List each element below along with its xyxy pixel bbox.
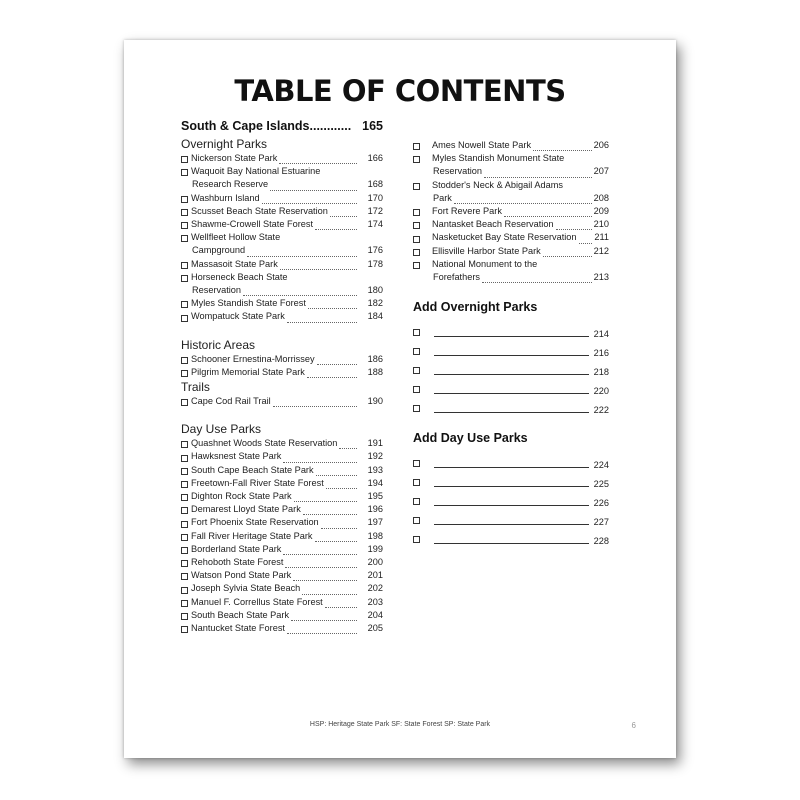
toc-entry-page: 212 (593, 245, 609, 256)
blank-entry (413, 320, 609, 339)
dot-leader (339, 437, 357, 449)
toc-entry (413, 152, 609, 178)
blank-entry-page: 225 (593, 479, 609, 490)
toc-entry-name-continued: Reservation (433, 166, 483, 177)
toc-entry-row (181, 271, 383, 284)
dot-leader (287, 311, 357, 323)
toc-entry-page: 206 (593, 140, 609, 150)
toc-entry (181, 395, 383, 408)
checkbox-icon[interactable] (181, 196, 188, 203)
toc-entry-page: 197 (367, 517, 383, 528)
toc-entry-name: South Cape Beach State Park (191, 464, 314, 475)
checkbox-icon[interactable] (413, 460, 420, 467)
blank-entry-page: 226 (593, 498, 609, 509)
dot-leader (308, 297, 357, 309)
toc-entry-row (181, 297, 383, 310)
checkbox-icon[interactable] (181, 481, 188, 488)
toc-entry-row (413, 165, 609, 178)
toc-entry-page: 208 (593, 192, 609, 203)
checkbox-icon[interactable] (181, 399, 188, 406)
toc-entry-name: Cape Cod Rail Trail (191, 396, 271, 407)
toc-entry-row (181, 152, 383, 165)
checkbox-icon[interactable] (413, 222, 420, 229)
blank-entry (413, 396, 609, 415)
blank-line[interactable] (434, 543, 589, 544)
toc-entry-name-continued: Forefathers (433, 272, 480, 283)
dayuse-heading: Day Use Parks (181, 422, 262, 437)
toc-entry-row (181, 231, 383, 244)
toc-entry-page: 166 (367, 153, 383, 163)
toc-entry-name: Demarest Lloyd State Park (191, 504, 301, 515)
blank-entry-page: 220 (593, 386, 609, 397)
checkbox-icon[interactable] (413, 498, 420, 505)
toc-entry (413, 139, 609, 152)
dot-leader (280, 258, 357, 270)
toc-entry-page: 174 (367, 219, 383, 230)
toc-entry-name: Borderland State Park (191, 543, 282, 554)
toc-entry-row (181, 503, 383, 516)
dot-leader (315, 530, 357, 542)
blank-line[interactable] (434, 412, 589, 413)
toc-entry-row (413, 231, 609, 244)
blank-entry-page: 224 (593, 460, 609, 471)
checkbox-icon[interactable] (413, 348, 420, 355)
blank-entry-page: 228 (593, 536, 609, 547)
toc-entry (181, 530, 383, 543)
dot-leader (317, 353, 357, 365)
toc-entry-row (181, 490, 383, 503)
dot-leader (543, 245, 592, 257)
toc-entry-page: 168 (367, 179, 383, 190)
toc-entry (181, 490, 383, 503)
dot-leader (326, 477, 357, 489)
toc-entry-page: 200 (367, 557, 383, 568)
toc-entry (181, 437, 383, 450)
toc-entry (181, 165, 383, 191)
toc-entry (413, 179, 609, 205)
toc-entry-row (181, 556, 383, 569)
historic-list (181, 353, 383, 379)
region-heading (181, 119, 383, 136)
toc-entry-row (181, 244, 383, 257)
toc-entry-row (181, 192, 383, 205)
toc-entry (181, 556, 383, 569)
toc-entry-page: 202 (367, 583, 383, 594)
toc-entry (181, 152, 383, 165)
blank-entry-page: 218 (593, 367, 609, 378)
toc-entry (413, 231, 609, 244)
toc-entry (181, 464, 383, 477)
toc-entry-name: Ames Nowell State Park (432, 140, 532, 150)
dot-leader (262, 192, 357, 204)
toc-entry-row (413, 152, 609, 165)
dot-leader (533, 139, 592, 151)
checkbox-icon[interactable] (181, 521, 188, 528)
toc-entry (181, 192, 383, 205)
dot-leader (325, 596, 357, 608)
region-leader: ............ (309, 119, 352, 133)
dot-leader (273, 395, 357, 407)
page-title: TABLE OF CONTENTS (234, 74, 566, 108)
blank-line[interactable] (434, 355, 589, 356)
checkbox-icon[interactable] (181, 534, 188, 541)
dot-leader (330, 205, 357, 217)
toc-entry-row (413, 271, 609, 284)
toc-entry-page: 178 (367, 258, 383, 269)
toc-entry-name: Horseneck Beach State (191, 271, 288, 282)
toc-entry-name: Dighton Rock State Park (191, 491, 292, 502)
checkbox-icon[interactable] (181, 262, 188, 269)
toc-entry-row (181, 165, 383, 178)
checkbox-icon[interactable] (181, 222, 188, 229)
dot-leader (556, 218, 592, 230)
checkbox-icon[interactable] (181, 613, 188, 620)
checkbox-icon[interactable] (181, 600, 188, 607)
toc-entry-row (181, 569, 383, 582)
blank-entry-page: 222 (593, 405, 609, 416)
checkbox-icon[interactable] (181, 357, 188, 364)
toc-entry-name: Nantasket Beach Reservation (432, 219, 554, 230)
toc-entry-name: Myles Standish Monument State (432, 153, 565, 164)
checkbox-icon[interactable] (181, 209, 188, 216)
blank-entry-page: 227 (593, 517, 609, 528)
blank-line[interactable] (434, 467, 589, 468)
overnight-list (181, 152, 383, 324)
checkbox-icon[interactable] (413, 262, 420, 269)
checkbox-icon[interactable] (181, 626, 188, 633)
checkbox-icon[interactable] (413, 405, 420, 412)
abbreviation-footer: HSP: Heritage State Park SF: State Forest SP: State Park (309, 721, 491, 728)
toc-entry (181, 569, 383, 582)
blank-line[interactable] (434, 505, 589, 506)
checkbox-icon[interactable] (181, 494, 188, 501)
toc-entry-page: 209 (593, 206, 609, 217)
toc-entry-page: 195 (367, 491, 383, 502)
checkbox-icon[interactable] (413, 249, 420, 256)
toc-entry-page: 204 (367, 609, 383, 620)
toc-entry-row (181, 516, 383, 529)
dot-leader (285, 556, 357, 568)
checkbox-icon[interactable] (181, 455, 188, 462)
right-column (413, 139, 609, 546)
toc-entry-page: 176 (367, 245, 383, 256)
toc-entry-page: 213 (593, 272, 609, 283)
trails-heading: Trails (181, 380, 210, 395)
toc-entry-page: 188 (367, 366, 383, 377)
checkbox-icon[interactable] (181, 573, 188, 580)
toc-entry (181, 622, 383, 635)
blank-line[interactable] (434, 486, 589, 487)
checkbox-icon[interactable] (181, 507, 188, 514)
dot-leader (579, 232, 593, 244)
toc-entry (181, 258, 383, 271)
add-overnight-list (413, 320, 609, 415)
toc-entry-name: Pilgrim Memorial State Park (191, 366, 305, 377)
toc-entry-name: Schooner Ernestina-Morrissey (191, 353, 315, 364)
toc-entry-name: Hawksnest State Park (191, 451, 282, 462)
checkbox-icon[interactable] (413, 209, 420, 216)
blank-entry-page: 214 (593, 329, 609, 340)
toc-entry-row (413, 179, 609, 192)
blank-entry (413, 451, 609, 470)
toc-entry-page: 203 (367, 596, 383, 607)
right-list (413, 139, 609, 284)
toc-entry-name: Waquoit Bay National Estuarine (191, 166, 321, 177)
toc-entry-row (181, 622, 383, 635)
checkbox-icon[interactable] (181, 156, 188, 163)
blank-line[interactable] (434, 393, 589, 394)
document-page (124, 40, 676, 758)
blank-entry (413, 377, 609, 396)
left-column (181, 119, 383, 635)
dot-leader (321, 517, 357, 529)
toc-entry-name-continued: Campground (192, 245, 246, 256)
toc-entry-row (181, 437, 383, 450)
toc-entry-name: Washburn Island (191, 192, 260, 203)
dot-leader (315, 218, 357, 230)
toc-entry-page: 190 (367, 396, 383, 407)
blank-entry (413, 470, 609, 489)
dot-leader (287, 622, 357, 634)
toc-entry-name: Nantucket State Forest (191, 623, 285, 634)
region-page: 165 (362, 119, 383, 133)
toc-entry-name: Stodder's Neck & Abigail Adams (432, 179, 563, 190)
checkbox-icon[interactable] (181, 301, 188, 308)
toc-entry-page: 170 (367, 192, 383, 203)
dot-leader (279, 152, 357, 164)
blank-entry (413, 489, 609, 508)
toc-entry-row (413, 205, 609, 218)
dot-leader (293, 569, 357, 581)
toc-entry-row (181, 258, 383, 271)
dot-leader (283, 451, 357, 463)
toc-entry-name: Myles Standish State Forest (191, 298, 306, 309)
trails-list (181, 395, 383, 408)
dot-leader (303, 503, 357, 515)
toc-entry-name: Wompatuck State Park (191, 311, 285, 322)
blank-entry (413, 527, 609, 546)
toc-entry-row (413, 218, 609, 231)
toc-entry-row (181, 582, 383, 595)
toc-entry-name: South Beach State Park (191, 609, 290, 620)
blank-line[interactable] (434, 374, 589, 375)
historic-heading: Historic Areas (181, 337, 256, 352)
toc-entry-row (181, 450, 383, 463)
checkbox-icon[interactable] (181, 235, 188, 242)
dot-leader (302, 583, 357, 595)
dot-leader (482, 271, 592, 283)
toc-entry-page: 196 (367, 504, 383, 515)
dot-leader (283, 543, 357, 555)
overnight-heading: Overnight Parks (181, 137, 268, 151)
toc-entry (413, 218, 609, 231)
toc-entry-page: 211 (594, 232, 609, 243)
toc-entry-name: Nasketucket Bay State Reservation (432, 232, 577, 243)
toc-entry-page: 186 (367, 353, 383, 364)
toc-entry-row (181, 178, 383, 191)
toc-entry-row (181, 464, 383, 477)
toc-entry-row (413, 258, 609, 271)
toc-entry-page: 182 (367, 298, 383, 309)
toc-entry (181, 231, 383, 257)
toc-entry-name-continued: Reservation (192, 285, 242, 296)
toc-entry-page: 207 (593, 166, 609, 177)
toc-entry-name: National Monument to the (432, 258, 538, 269)
dot-leader (270, 179, 357, 191)
toc-entry-page: 210 (593, 219, 609, 230)
toc-entry-page: 180 (367, 285, 383, 296)
add-dayuse-list (413, 451, 609, 546)
toc-entry-name: Shawme-Crowell State Forest (191, 219, 314, 230)
toc-entry-name: Rehoboth State Forest (191, 557, 284, 568)
toc-entry-name: Scusset Beach State Reservation (191, 205, 328, 216)
toc-entry-page: 194 (367, 477, 383, 488)
blank-entry (413, 358, 609, 377)
blank-line[interactable] (434, 336, 589, 337)
toc-entry (413, 205, 609, 218)
toc-entry-row (181, 477, 383, 490)
toc-entry-page: 191 (367, 438, 383, 449)
region-label: South & Cape Islands (181, 119, 310, 133)
toc-entry-row (181, 395, 383, 408)
toc-entry (181, 609, 383, 622)
toc-entry-name: Joseph Sylvia State Beach (191, 583, 301, 594)
checkbox-icon[interactable] (181, 441, 188, 448)
checkbox-icon[interactable] (181, 587, 188, 594)
blank-entry-page: 216 (593, 348, 609, 359)
toc-entry (413, 245, 609, 258)
toc-entry (181, 205, 383, 218)
toc-entry (181, 596, 383, 609)
toc-entry (181, 503, 383, 516)
toc-entry (181, 366, 383, 379)
toc-entry-page: 193 (367, 464, 383, 475)
toc-entry (181, 543, 383, 556)
checkbox-icon[interactable] (181, 560, 188, 567)
add-overnight-heading: Add Overnight Parks (413, 300, 538, 315)
toc-entry-page: 198 (367, 530, 383, 541)
toc-entry-row (181, 530, 383, 543)
checkbox-icon[interactable] (181, 370, 188, 377)
dayuse-list (181, 437, 383, 635)
checkbox-icon[interactable] (413, 183, 420, 190)
toc-entry-name: Watson Pond State Park (191, 570, 292, 581)
toc-entry (181, 582, 383, 595)
blank-line[interactable] (434, 524, 589, 525)
checkbox-icon[interactable] (181, 468, 188, 475)
toc-entry-row (413, 192, 609, 205)
toc-entry-row (181, 284, 383, 297)
toc-entry-name: Fort Phoenix State Reservation (191, 517, 319, 528)
add-dayuse-heading: Add Day Use Parks (413, 431, 528, 446)
dot-leader (294, 490, 357, 502)
toc-entry-name-continued: Park (433, 192, 452, 203)
toc-entry-row (181, 310, 383, 323)
toc-entry-name: Wellfleet Hollow State (191, 232, 281, 243)
checkbox-icon[interactable] (413, 479, 420, 486)
checkbox-icon[interactable] (181, 547, 188, 554)
toc-entry-row (413, 139, 609, 152)
toc-entry-name: Massasoit State Park (191, 258, 278, 269)
toc-entry (413, 258, 609, 284)
toc-entry-name-continued: Research Reserve (192, 179, 269, 190)
page-number: 6 (631, 721, 636, 730)
checkbox-icon[interactable] (181, 275, 188, 282)
dot-leader (291, 609, 357, 621)
toc-entry (181, 516, 383, 529)
toc-entry-name: Freetown-Fall River State Forest (191, 477, 324, 488)
toc-entry-row (181, 353, 383, 366)
toc-entry-row (181, 543, 383, 556)
toc-entry-page: 192 (367, 451, 383, 462)
toc-entry-page: 205 (367, 623, 383, 634)
checkbox-icon[interactable] (181, 169, 188, 176)
checkbox-icon[interactable] (181, 315, 188, 322)
dot-leader (484, 166, 592, 178)
checkbox-icon[interactable] (413, 367, 420, 374)
toc-entry (181, 271, 383, 297)
toc-entry-page: 184 (367, 311, 383, 322)
toc-entry-page: 172 (367, 205, 383, 216)
checkbox-icon[interactable] (413, 143, 420, 150)
dot-leader (316, 464, 357, 476)
checkbox-icon[interactable] (413, 329, 420, 336)
toc-entry-name: Fall River Heritage State Park (191, 530, 313, 541)
toc-entry-page: 199 (367, 543, 383, 554)
toc-entry (181, 218, 383, 231)
dot-leader (243, 284, 357, 296)
toc-entry-row (181, 609, 383, 622)
checkbox-icon[interactable] (413, 386, 420, 393)
toc-entry-row (181, 218, 383, 231)
toc-entry (181, 310, 383, 323)
dot-leader (454, 192, 592, 204)
checkbox-icon[interactable] (413, 236, 420, 243)
toc-entry-page: 201 (367, 570, 383, 581)
toc-entry (181, 450, 383, 463)
toc-entry-row (413, 245, 609, 258)
toc-entry-name: Nickerson State Park (191, 153, 278, 163)
toc-entry-name: Quashnet Woods State Reservation (191, 438, 338, 449)
blank-entry (413, 339, 609, 358)
toc-entry (181, 477, 383, 490)
toc-entry (181, 353, 383, 366)
checkbox-icon[interactable] (413, 536, 420, 543)
toc-entry (181, 297, 383, 310)
toc-entry-row (181, 366, 383, 379)
dot-leader (504, 205, 592, 217)
toc-entry-name: Ellisville Harbor State Park (432, 245, 541, 256)
blank-entry (413, 508, 609, 527)
dot-leader (307, 366, 357, 378)
toc-entry-name: Manuel F. Correllus State Forest (191, 596, 323, 607)
dot-leader (247, 245, 357, 257)
checkbox-icon[interactable] (413, 156, 420, 163)
toc-entry-row (181, 596, 383, 609)
toc-entry-row (181, 205, 383, 218)
checkbox-icon[interactable] (413, 517, 420, 524)
toc-entry-name: Fort Revere Park (432, 206, 502, 217)
